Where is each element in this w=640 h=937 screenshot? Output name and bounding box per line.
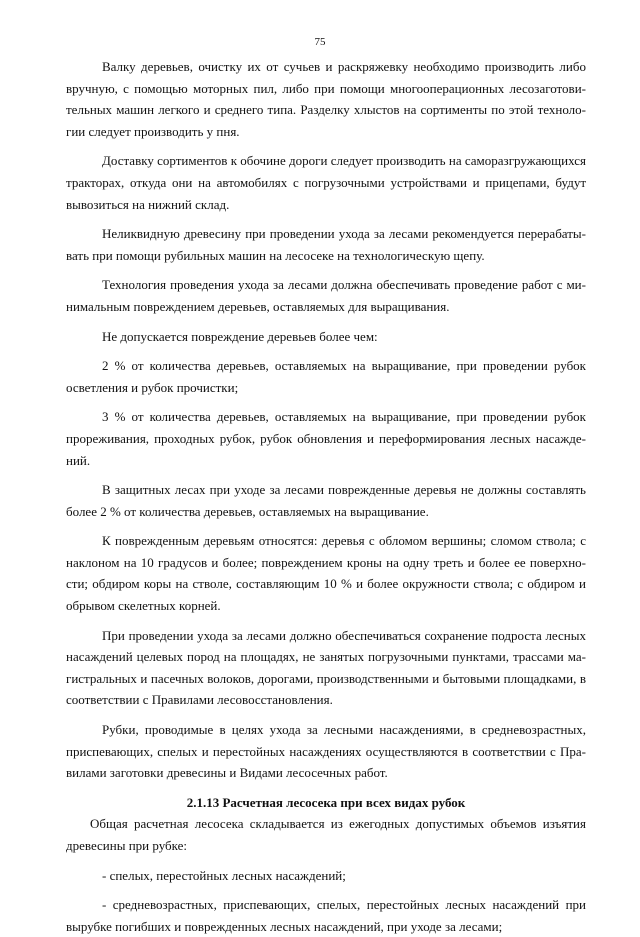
paragraph-three-percent: 3 % от количества деревьев, оставляемых на выращивание, при проведении рубок прореживания, проходных рубок, рубок обновления и переформирования лесных насаждений. — [66, 409, 586, 468]
paragraph-thinning-rules: Рубки, проводимые в целях ухода за лесными насаждениями, в средневозрастных, приспевающих, спелых и перестойных насаждениях осуществляются в соответствии с Правилами заготовки древесины и Видами лесосечных работ. — [66, 722, 586, 781]
paragraph-delivery: Доставку сортиментов к обочине дороги следует производить на саморазгружающихся тракторах, откуда они на автомобилях с погрузочными устройствами и прицепами, будут вывозиться на нижний склад. — [66, 153, 586, 212]
list-item: - спелых, перестойных лесных насаждений; — [102, 867, 346, 883]
paragraph-damage-limit: Не допускается повреждение деревьев более чем: — [102, 328, 378, 344]
list-item: - средневозрастных, приспевающих, спелых, перестойных лесных насаждений при вырубке погибших и поврежденных лесных насаждений, при уходе за лесами; — [66, 897, 586, 934]
paragraph-protective-forests: В защитных лесах при уходе за лесами поврежденные деревья не должны составлять более 2 % от количества деревьев, оставляемых на выращивание. — [66, 482, 586, 519]
paragraph-felling: Валку деревьев, очистку их от сучьев и раскряжевку необходимо производить либо вручную, с помощью моторных пил, либо при помощи многооперационных лесозаготовительных машин легкого и среднего типа. Разделку хлыстов на сортименты по этой технологии следует производить у пня. — [66, 59, 586, 139]
paragraph-illiquid-wood: Неликвидную древесину при проведении ухода за лесами рекомендуется перерабатывать при помощи рубильных машин на лесосеке на технологическую щепу. — [66, 226, 586, 263]
document-body — [66, 56, 586, 937]
paragraph-undergrowth: При проведении ухода за лесами должно обеспечиваться сохранение подроста лесных насаждений целевых пород на площадях, не занятых погрузочными пунктами, трассами магистральных и пасечных волоков, дорогами, производственными и бытовыми площадками, в соответствии с Правилами лесовосстановления. — [66, 627, 586, 708]
paragraph-technology: Технология проведения ухода за лесами должна обеспечивать проведение работ с минимальным повреждением деревьев, оставляемых для выращивания. — [66, 277, 586, 314]
section-intro: Общая расчетная лесосека складывается из ежегодных допустимых объемов изъятия древесины при рубке: — [66, 816, 586, 853]
section-heading: 2.1.13 Расчетная лесосека при всех видах рубок — [186, 794, 466, 810]
page-number: 75 — [314, 36, 326, 48]
paragraph-damaged-trees: К поврежденным деревьям относятся: деревья с обломом вершины; сломом ствола; с наклоном на 10 градусов и более; повреждением кроны на одну треть и более ее поверхности; обдиром коры на стволе, составляющим 10 % и более окружности ствола; с обдиром и обрывом скелетных корней. — [66, 533, 586, 614]
paragraph-two-percent: 2 % от количества деревьев, оставляемых на выращивание, при проведении рубок осветления и рубок прочистки; — [66, 358, 586, 395]
